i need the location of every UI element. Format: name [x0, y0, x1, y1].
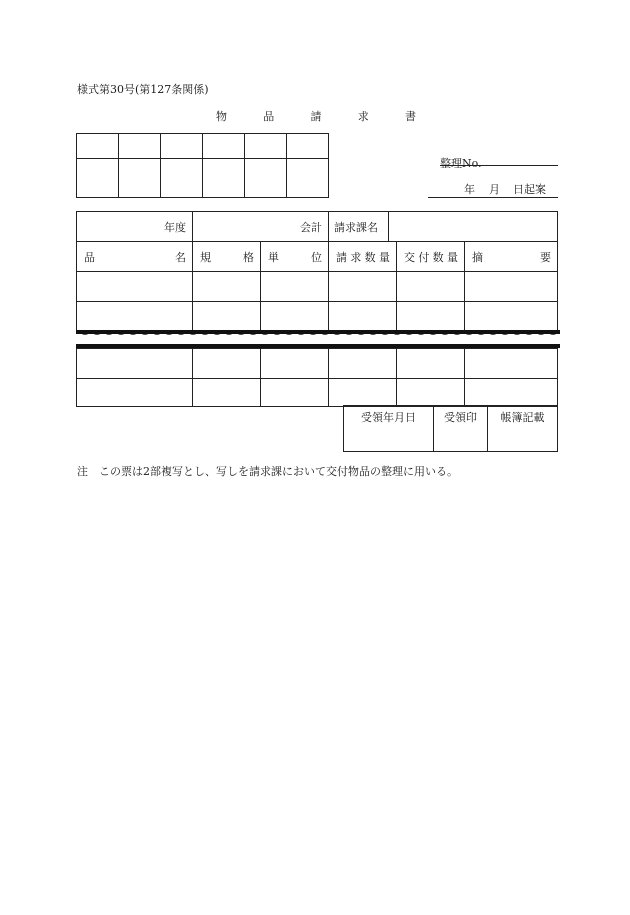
approval-cell[interactable] — [203, 159, 245, 198]
approval-cell[interactable] — [245, 159, 287, 198]
table-cell[interactable] — [77, 379, 193, 407]
table-cell[interactable] — [193, 272, 261, 302]
header-char: 量 — [446, 250, 458, 264]
fiscal-year-cell[interactable] — [77, 212, 193, 242]
table-cell[interactable] — [261, 302, 329, 332]
title-char: 求 — [357, 110, 369, 123]
table-cell[interactable] — [397, 272, 465, 302]
table-cell[interactable] — [261, 272, 329, 302]
title-char: 物 — [216, 110, 227, 123]
header-char: 名 — [175, 250, 186, 264]
header-char: 数 — [364, 250, 376, 264]
header-char: 単 — [268, 250, 279, 264]
requesting-section-label: 請求課名 — [329, 212, 389, 241]
footer-note: 注 この票は2部複写とし、写しを請求課において交付物品の整理に用いる。 — [77, 465, 458, 478]
draft-date-field[interactable] — [428, 184, 558, 198]
wavy-line — [76, 332, 560, 335]
approval-cell[interactable] — [203, 134, 245, 159]
table-row — [77, 272, 558, 302]
header-char: 格 — [243, 250, 254, 264]
header-char: 交 — [404, 250, 415, 264]
fiscal-year-label: 年度 — [164, 220, 186, 234]
col-header-remarks — [465, 242, 558, 272]
header-char: 規 — [200, 250, 211, 264]
col-header-requested-qty — [329, 242, 397, 272]
table-cell[interactable] — [77, 302, 193, 332]
table-cell[interactable] — [193, 349, 261, 379]
table-row — [77, 379, 558, 407]
table-cell[interactable] — [261, 349, 329, 379]
requesting-section-cell[interactable] — [329, 212, 558, 242]
approval-cell[interactable] — [161, 134, 203, 159]
table-cell[interactable] — [329, 272, 397, 302]
col-header-spec — [193, 242, 261, 272]
title-char: 請 — [310, 110, 322, 123]
account-label: 会計 — [300, 220, 322, 234]
ledger-entry-label: 帳簿記載 — [500, 411, 545, 424]
col-header-issued-qty — [397, 242, 465, 272]
table-cell[interactable] — [465, 379, 558, 407]
table-cell[interactable] — [397, 379, 465, 407]
header-char: 要 — [540, 250, 552, 264]
receipt-seal-cell[interactable] — [434, 406, 488, 452]
table-cell[interactable] — [465, 272, 558, 302]
header-char: 品 — [84, 250, 95, 264]
approval-cell[interactable] — [245, 134, 287, 159]
document-title — [216, 111, 416, 122]
title-char: 書 — [405, 110, 416, 123]
approval-cell[interactable] — [77, 159, 119, 198]
approval-cell[interactable] — [119, 134, 161, 159]
header-char: 求 — [350, 250, 362, 264]
received-date-cell[interactable] — [344, 406, 434, 452]
table-cell[interactable] — [397, 349, 465, 379]
receipt-seal-label: 受領印 — [444, 411, 477, 424]
account-cell[interactable] — [193, 212, 329, 242]
received-date-label: 受領年月日 — [361, 411, 416, 424]
request-table-continued — [76, 348, 558, 407]
table-cell[interactable] — [465, 349, 558, 379]
table-cell[interactable] — [193, 379, 261, 407]
header-char: 請 — [336, 250, 347, 264]
table-row — [77, 349, 558, 379]
day-draft-label: 日起案 — [513, 183, 546, 196]
table-cell[interactable] — [465, 302, 558, 332]
approval-cell[interactable] — [287, 134, 329, 159]
header-char: 量 — [378, 250, 390, 264]
table-cell[interactable] — [329, 349, 397, 379]
row-omission-separator — [76, 330, 560, 348]
table-cell[interactable] — [329, 379, 397, 407]
ledger-entry-cell[interactable] — [488, 406, 558, 452]
approval-grid — [76, 133, 329, 198]
table-row — [77, 302, 558, 332]
header-char: 付 — [418, 250, 430, 264]
approval-cell[interactable] — [77, 134, 119, 159]
table-cell[interactable] — [261, 379, 329, 407]
header-char: 摘 — [472, 250, 483, 264]
table-cell[interactable] — [397, 302, 465, 332]
form-number: 様式第30号(第127条関係) — [77, 83, 209, 96]
year-label: 年 — [464, 183, 475, 196]
col-header-unit — [261, 242, 329, 272]
approval-cell[interactable] — [119, 159, 161, 198]
col-header-item-name — [77, 242, 193, 272]
table-cell[interactable] — [77, 349, 193, 379]
table-cell[interactable] — [329, 302, 397, 332]
header-char: 数 — [432, 250, 444, 264]
approval-cell[interactable] — [287, 159, 329, 198]
table-cell[interactable] — [77, 272, 193, 302]
request-table — [76, 211, 558, 332]
title-char: 品 — [263, 110, 275, 123]
approval-cell[interactable] — [161, 159, 203, 198]
header-char: 位 — [311, 250, 322, 264]
month-label: 月 — [489, 183, 500, 196]
ref-number-label: 整理No. — [440, 157, 482, 170]
receipt-block — [343, 405, 558, 452]
ref-number-field[interactable] — [440, 152, 558, 170]
table-cell[interactable] — [193, 302, 261, 332]
